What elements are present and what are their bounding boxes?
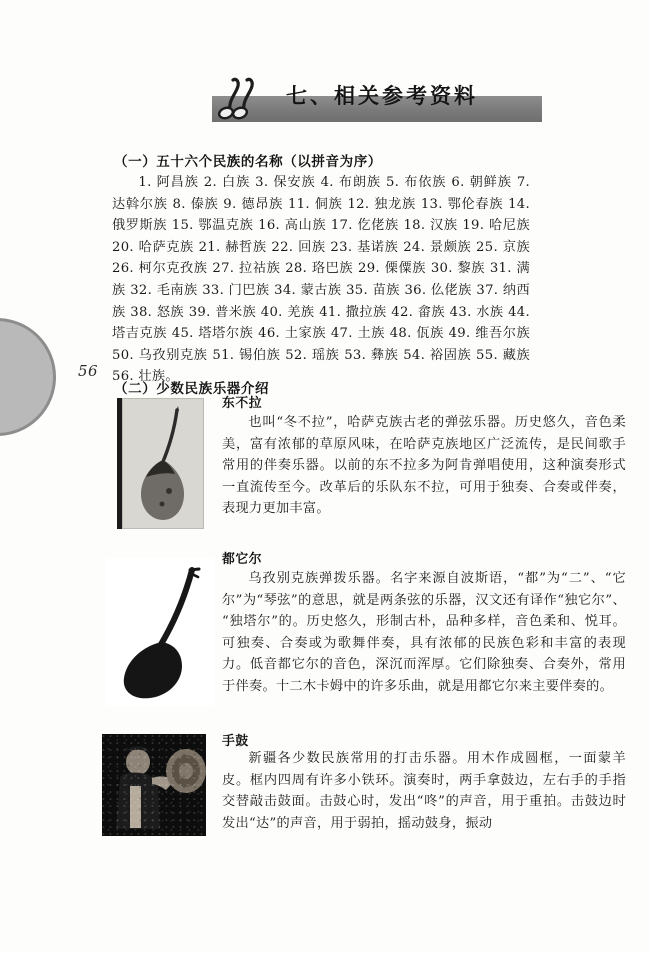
dombra-photo (117, 398, 199, 529)
instrument-label-hand-drum: 手鼓 (222, 734, 249, 749)
photo-grain (102, 734, 206, 836)
page-title: 七、相关参考资料 (286, 84, 478, 108)
hand-drum-text: 新疆各少数民族常用的打击乐器。用木作成圆框，一面蒙羊皮。框内四周有许多小铁环。演奏时，两手拿鼓边，左右手的手指交替敲击鼓面。击鼓心时，发出“咚”的声音，用于重拍。击鼓边时发出“达”的声音，用于弱拍，摇动鼓身，振动 (222, 751, 626, 831)
page-number: 56 (78, 362, 99, 380)
instrument-description-dutar (222, 568, 626, 698)
instrument-description-dombra (222, 412, 626, 520)
instrument-label-dombra: 东不拉 (222, 396, 263, 411)
page-header (0, 72, 650, 126)
dombra-text: 也叫“冬不拉”，哈萨克族古老的弹弦乐器。历史悠久，音色柔美，富有浓郁的草原风味，在哈萨克族地区广泛流传，是民间歌手常用的伴奏乐器。以前的东不拉多为阿肯弹唱使用，这种演奏形式一直流传至今。改革后的乐队东不拉，可用于独奏、合奏或伴奏，表现力更加丰富。 (222, 415, 626, 517)
ethnic-names-text: 1. 阿昌族 2. 白族 3. 保安族 4. 布朗族 5. 布依族 6. 朝鲜族 7. 达斡尔族 8. 傣族 9. 德昂族 11. 侗族 12. 独龙族 13. 鄂伦春族 14. 俄罗斯族 15. 鄂温克族 16. 高山族 17. 仡佬族 18. 汉族 19. 哈尼族 20. 哈萨克族 21. 赫哲族 22. 回族 23. 基诺族 24. 景颇族 25. 京族 26. 柯尔克孜族 27. 拉祜族 28. 珞巴族 29. 傈僳族 30. 黎族 31. 满族 32. 毛南族 33. 门巴族 34. 蒙古族 35. 苗族 36. 仫佬族 37. 纳西族 38. 怒族 39. 普米族 40. 羌族 41. 撒拉族 42. 畲族 43. 水族 44. 塔吉克族 45. 塔塔尔族 46. 土家族 47. 土族 48. 佤族 49. 维吾尔族50. 乌孜别克族 51. 锡伯族 52. 瑶族 53. 彝族 54. 裕固族 55. 藏族 56. 壮族。 (112, 175, 530, 385)
dutar-silhouette (106, 558, 214, 706)
ethnic-names-list (112, 172, 530, 388)
section-heading-instruments: （二）少数民族乐器介绍 (114, 381, 270, 397)
music-note-icon (214, 74, 276, 120)
instrument-description-hand-drum (222, 748, 626, 834)
hand-drum-photo (102, 734, 206, 836)
dutar-text: 乌孜别克族弹拨乐器。名字来源自波斯语，“都”为“二”、“它尔”为“琴弦”的意思，就是两条弦的乐器，汉文还有译作“独它尔”、“独塔尔”的。历史悠久，形制古朴，品种多样，音色柔和、悦耳。可独奏、合奏或为歌舞伴奏，具有浓郁的民族色彩和丰富的表现力。低音都它尔的音色，深沉而浑厚。它们除独奏、合奏外，常用于伴奏。十二木卡姆中的许多乐曲，就是用都它尔来主要伴奏的。 (222, 571, 626, 694)
section-heading-ethnic-names: （一）五十六个民族的名称（以拼音为序） (114, 154, 382, 170)
page-number-medallion (0, 318, 56, 436)
instrument-label-dutar: 都它尔 (222, 552, 263, 567)
